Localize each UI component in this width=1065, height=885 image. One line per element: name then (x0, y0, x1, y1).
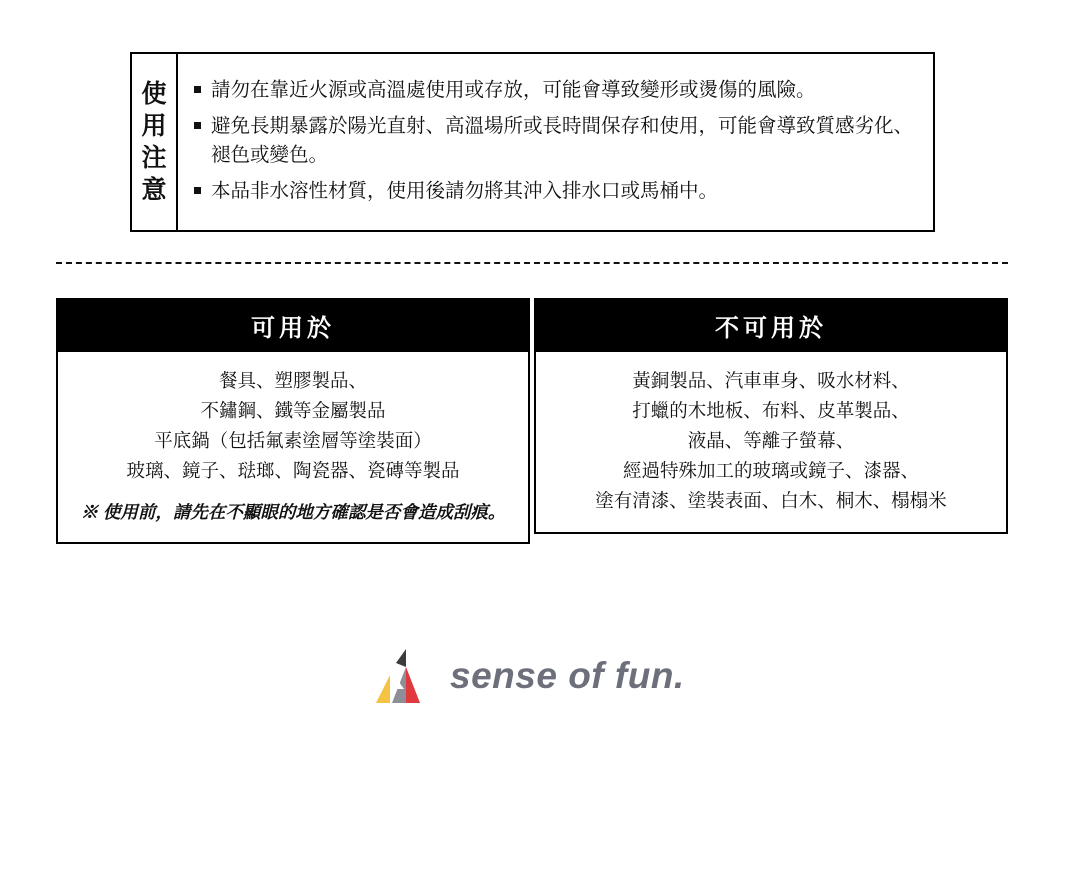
usage-notice-block (130, 52, 935, 232)
usage-notice-label-char-1: 使 (141, 80, 167, 108)
table-row: 不鏽鋼、鐵等金屬製品 (200, 399, 386, 421)
table-row: 黃銅製品、汽車車身、吸水材料、 (632, 370, 910, 391)
not-usable-surfaces-title: 不可用於 (536, 300, 1006, 352)
logo-wordmark: sense of fun. (450, 655, 685, 696)
usage-notice-label-char-2: 用 (141, 112, 167, 140)
dashed-divider (56, 262, 1008, 264)
logo-mark-icon (372, 645, 434, 707)
usable-surfaces-note: ※ 使用前，請先在不顯眼的地方確認是否會造成刮痕。 (80, 501, 506, 522)
usage-notice-label-char-3: 注 (141, 144, 167, 172)
square-bullet-icon (194, 122, 201, 129)
usage-notice-item (194, 177, 915, 207)
usage-notice-item-text: 請勿在靠近火源或高溫處使用或存放，可能會導致變形或燙傷的風險。 (211, 79, 816, 101)
not-usable-surfaces-table (534, 298, 1008, 534)
square-bullet-icon (194, 86, 201, 93)
brand-logo (372, 636, 702, 716)
table-row: 經過特殊加工的玻璃或鏡子、漆器、 (622, 459, 919, 481)
table-row: 玻璃、鏡子、琺瑯、陶瓷器、瓷磚等製品 (126, 459, 460, 481)
square-bullet-icon (194, 187, 201, 194)
table-row: 平底鍋（包括氟素塗層等塗裝面） (154, 429, 432, 451)
not-usable-surfaces-body (536, 352, 1006, 532)
usage-notice-list (178, 54, 933, 230)
usage-notice-item-text: 本品非水溶性材質，使用後請勿將其沖入排水口或馬桶中。 (211, 179, 719, 202)
usage-notice-label-char-4: 意 (141, 176, 167, 204)
table-row: 打蠟的木地板、布料、皮革製品、 (632, 399, 910, 421)
usage-notice-label (132, 54, 178, 230)
table-row: 液晶、等離子螢幕、 (687, 429, 855, 451)
usable-surfaces-title: 可用於 (58, 300, 528, 352)
usable-surfaces-table (56, 298, 530, 544)
usage-notice-item (194, 112, 915, 171)
table-row: 塗有清漆、塗裝表面、白木、桐木、榻榻米 (595, 489, 947, 511)
table-row: 餐具、塑膠製品、 (218, 370, 367, 391)
usable-surfaces-body (58, 352, 528, 542)
usage-notice-item-text: 避免長期暴露於陽光直射、高溫場所或長時間保存和使用，可能會導致質感劣化、褪色或變色。 (211, 114, 914, 167)
usage-notice-item (194, 76, 915, 106)
